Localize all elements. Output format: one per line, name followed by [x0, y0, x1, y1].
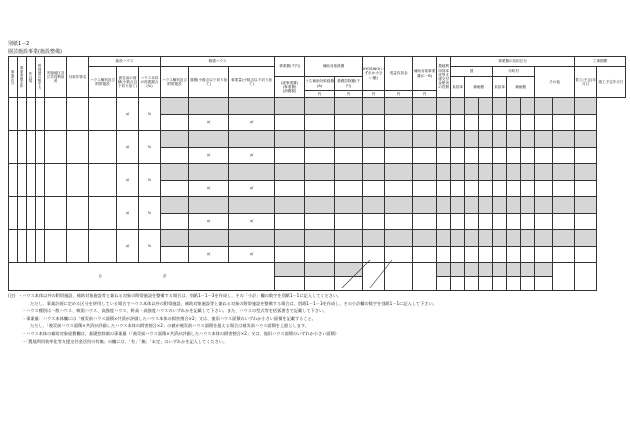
notes-label: (注)	[8, 293, 16, 298]
project-table	[8, 56, 626, 291]
col-repair-type: ハウス種別及び附帯施設	[161, 67, 189, 98]
cell-sqm: ㎡	[229, 247, 275, 263]
table-row	[9, 230, 626, 247]
col-other: その他	[535, 67, 575, 98]
form-id: 別紙1－2	[8, 41, 30, 47]
col-subsidy-amount: 補助対象事業費(C－B)	[413, 57, 437, 91]
col-schedule: 工事期間	[575, 57, 626, 67]
cell-sqm: ㎡	[229, 148, 275, 164]
cell-sqm: ㎡	[189, 148, 229, 164]
total-diag-3	[413, 263, 437, 291]
note-6: ・ハウス本体の補助対象経費欄は、基礎控除額の事業量（「被災前ハウス面積×共済が評価したハウス本体の損害割合×2」又は、復旧ハウス面積のいずれか小さい面積）	[22, 330, 339, 336]
col-implementing-body: 事業実施主体	[18, 57, 27, 98]
form-title: 園芸施設事業(施設整備)	[8, 49, 62, 55]
cell-pct: %	[139, 164, 161, 197]
total-diag-1	[363, 263, 385, 291]
header-row-1	[9, 57, 626, 67]
col-partner: 賃貸借の相手方	[36, 57, 45, 98]
cell-pct: %	[139, 230, 161, 263]
notes-section	[8, 292, 437, 345]
table-row	[9, 164, 626, 181]
col-burden: 事業費の負担区分	[451, 57, 575, 67]
col-nat-rate: 負担率	[451, 77, 465, 98]
cell-sqm: ㎡	[189, 214, 229, 230]
cell-sqm: ㎡	[117, 197, 139, 230]
table-row	[9, 131, 626, 148]
cell-pct: %	[139, 197, 161, 230]
cell-pct: %	[139, 98, 161, 131]
unit-yen: 円	[305, 91, 335, 98]
col-subsidy-base: 基礎控除額(千円)	[335, 77, 363, 91]
col-start: 着工(予定)年月日	[575, 67, 597, 98]
col-crop: 作目等	[27, 57, 36, 98]
cell-sqm: ㎡	[117, 131, 139, 164]
col-house-type: ハウス種別及び附帯施設	[89, 67, 117, 98]
cell-sqm: ㎡	[229, 214, 275, 230]
note-7: ・「農地利用効率化等支援交付金活用の有無」の欄には、「有」「無」「未定」のいずれかを記入してください。	[22, 338, 228, 344]
col-project-cost: 事業費(千円)	[275, 57, 305, 77]
unit-yen: 円	[363, 91, 385, 98]
col-national: 国	[451, 67, 493, 77]
col-repair-house: 修繕ハウス	[161, 57, 275, 67]
col-repair-area: 面積(小数点以下切り捨て)	[189, 67, 229, 98]
cell-sqm: ㎡	[229, 181, 275, 197]
table-row	[9, 98, 626, 115]
col-agri-comment: 農地利用効率化等支援交付金使用の有無	[437, 57, 451, 98]
col-pref-rate: 負担率	[493, 77, 507, 98]
note-1: (注) ・ハウス本体以外の附帯施設、補助対象施設等と兼ねる対象の附帯施設を整備する場合は、別紙1－1－3を作成し、その「小計」欄の数字を別紙1－1に記入してください。	[8, 293, 342, 298]
cell-pct: %	[139, 131, 161, 164]
col-repair-cost: 事業量(小数点以下切り捨て)	[229, 67, 275, 98]
col-subsidy-total: 補助対象経費	[305, 57, 363, 77]
col-entity-type: 実施地区及び共同利用者	[45, 57, 67, 98]
col-target-crop: 対象作物名	[67, 57, 89, 98]
note-4: ・事業量：ハウス本体欄には「被災前ハウス面積×共済が評価したハウス本体の損害割合×2」又は、復旧ハウス面積のいずれか小さい面積を記載すること。	[22, 315, 316, 321]
table-row	[9, 197, 626, 214]
cell-sqm: ㎡	[117, 98, 139, 131]
cell-sqm: ㎡	[117, 230, 139, 263]
col-joint-share: 受益負担金	[385, 57, 413, 91]
col-prefecture: 市町村	[493, 67, 535, 77]
col-pref-amount: 補助額	[507, 77, 535, 98]
col-end: 竣工予定年月日	[597, 67, 626, 98]
total-row-1	[9, 263, 626, 277]
col-total-project-cost: (総事業費) (事業費) (消費税)	[275, 77, 305, 98]
note-3: ・ハウス種別は一般ハウス、軟弱ハウス、高強度ハウス、軒高・高強度ハウスのいずれかを記載して下さい。また、ハウスの型式等を括弧書きで記載して下さい。	[22, 308, 328, 314]
cell-sqm: ㎡	[229, 115, 275, 131]
note-5: ただし、「被災前ハウス面積×共済が評価したハウス本体の損害割合×2」の値が被災前ハウス面積を超える場合は被災前ハウス面積を上限とします。	[30, 323, 309, 329]
total-diag-2	[385, 263, 413, 291]
col-new-house: 新設ハウス	[89, 57, 161, 67]
cell-sqm: ㎡	[189, 247, 229, 263]
col-nat-amount: 補助額	[465, 77, 493, 98]
note-2: ただし、事業計画に定める区分を併用している場合でハウス本体以外の附帯施設、補助対象施設等と兼ねる対象の附帯施設を整備する場合は、別紙1－1－3を作成し、その小計欄の数字を別紙1－1に記入して下さい。	[30, 300, 437, 306]
unit-yen: 円	[413, 91, 437, 98]
unit-yen: 円	[335, 91, 363, 98]
cell-sqm: ㎡	[189, 181, 229, 197]
col-project-category: 事業区分	[9, 57, 18, 98]
unit-yen: 円	[385, 91, 413, 98]
col-kyogi: KYOSINO(いずれか小さい額)	[363, 57, 385, 91]
total-label: 合 計	[9, 263, 275, 291]
col-house-ratio: ハウス本体の再建割合(%)	[139, 67, 161, 98]
cell-sqm: ㎡	[117, 164, 139, 197]
col-subsidy-detail: うち補助対象経費(A)	[305, 77, 335, 91]
col-new-house-area: 被災前の面積(小数点以下切り捨て)	[117, 67, 139, 98]
cell-sqm: ㎡	[189, 115, 229, 131]
